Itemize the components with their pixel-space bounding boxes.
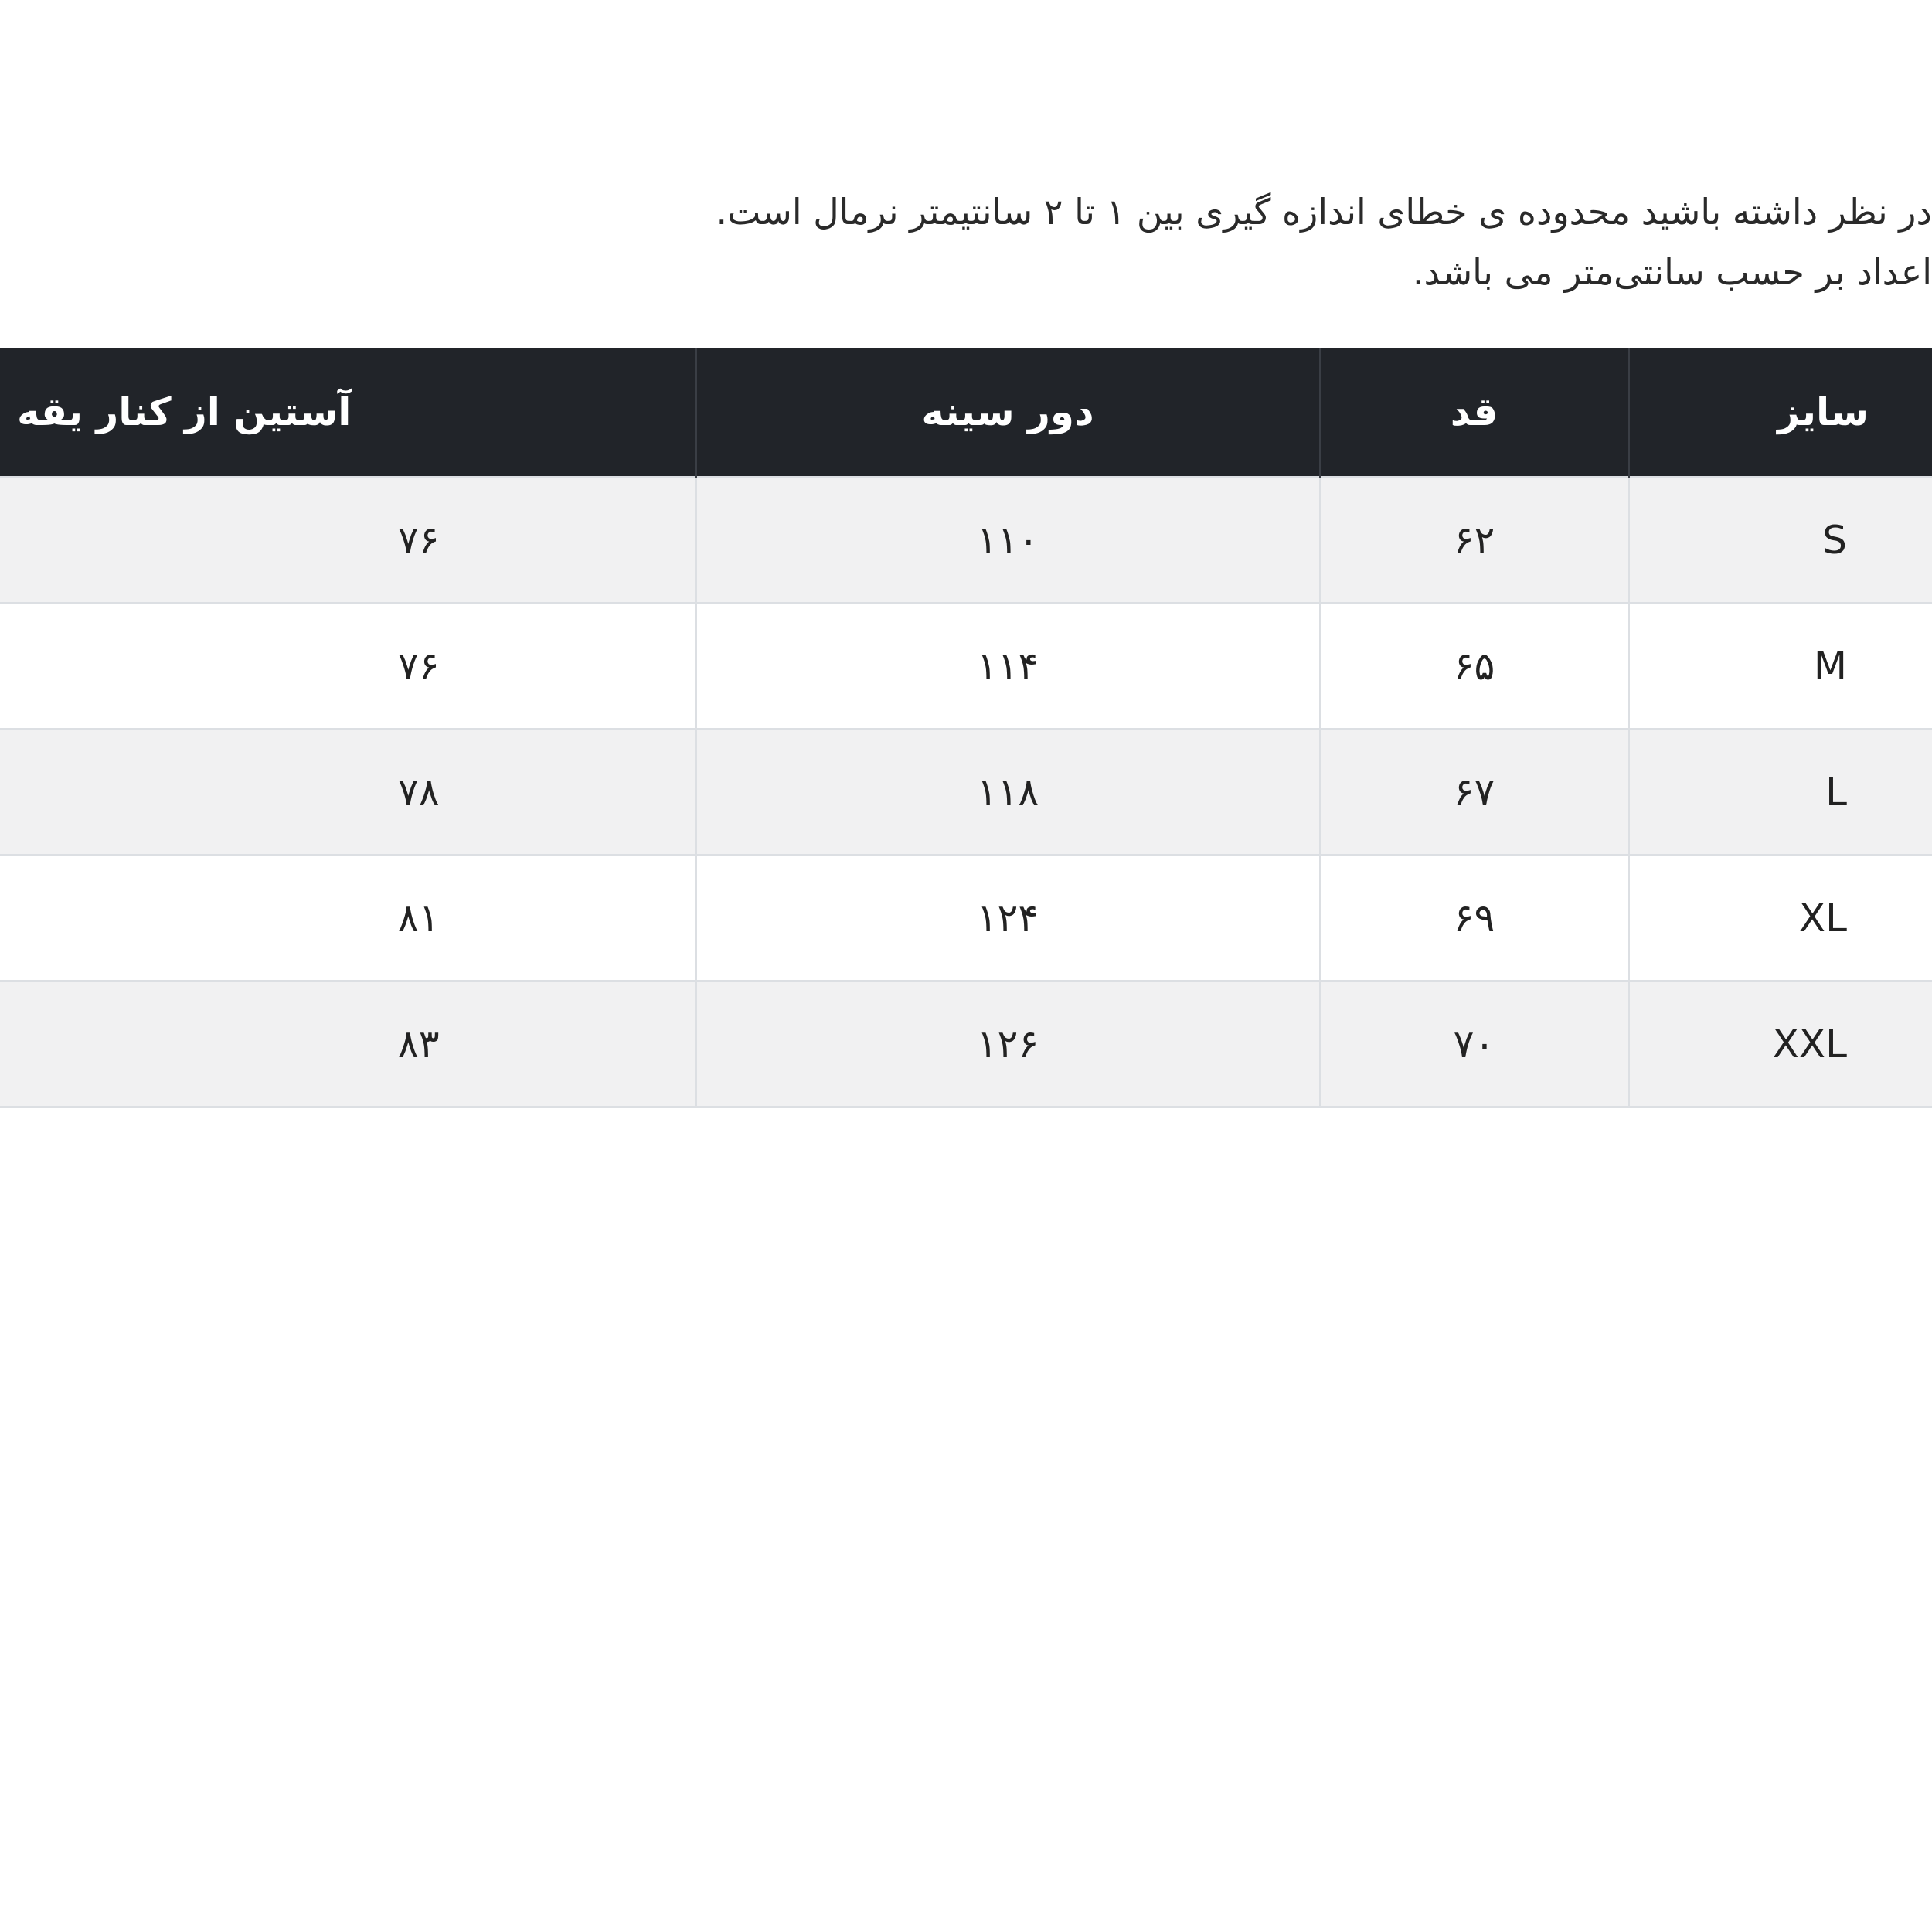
table-row bbox=[0, 855, 1932, 981]
table-row bbox=[0, 981, 1932, 1107]
header-length: قد bbox=[1320, 348, 1628, 478]
size-cell: XXL bbox=[1628, 981, 1932, 1107]
table-row bbox=[0, 478, 1932, 604]
size-notes bbox=[0, 182, 1932, 302]
size-chart-table bbox=[0, 348, 1932, 1108]
chest-cell: ۱۱۸ bbox=[696, 730, 1320, 855]
header-sleeve-label: آستین از کنار یقه bbox=[17, 389, 352, 434]
sleeve-cell: ۷۸ bbox=[0, 730, 696, 855]
table-row bbox=[0, 604, 1932, 730]
length-cell: ۷۰ bbox=[1320, 981, 1628, 1107]
chest-cell: ۱۱۰ bbox=[696, 478, 1320, 604]
size-cell: L bbox=[1628, 730, 1932, 855]
sleeve-cell: ۷۶ bbox=[0, 478, 696, 604]
length-cell: ۶۷ bbox=[1320, 730, 1628, 855]
units-note: اعداد بر حسب سانتی‌متر می باشد. bbox=[1412, 251, 1932, 293]
table-header-row bbox=[0, 348, 1932, 478]
size-cell: XL bbox=[1628, 855, 1932, 981]
size-cell: M bbox=[1628, 604, 1932, 730]
sleeve-cell: ۸۱ bbox=[0, 855, 696, 981]
size-cell: S bbox=[1628, 478, 1932, 604]
measurement-error-note: در نظر داشته باشید محدوده ی خطای اندازه گیری بین ۱ تا ۲ سانتیمتر نرمال است. bbox=[716, 191, 1932, 233]
sleeve-cell: ۷۶ bbox=[0, 604, 696, 730]
length-cell: ۶۲ bbox=[1320, 478, 1628, 604]
table-row bbox=[0, 730, 1932, 855]
chest-cell: ۱۱۴ bbox=[696, 604, 1320, 730]
length-cell: ۶۹ bbox=[1320, 855, 1628, 981]
chest-cell: ۱۲۶ bbox=[696, 981, 1320, 1107]
header-size: سایز bbox=[1628, 348, 1932, 478]
sleeve-cell: ۸۳ bbox=[0, 981, 696, 1107]
header-sleeve bbox=[0, 348, 696, 478]
header-chest: دور سینه bbox=[696, 348, 1320, 478]
length-cell: ۶۵ bbox=[1320, 604, 1628, 730]
chest-cell: ۱۲۴ bbox=[696, 855, 1320, 981]
